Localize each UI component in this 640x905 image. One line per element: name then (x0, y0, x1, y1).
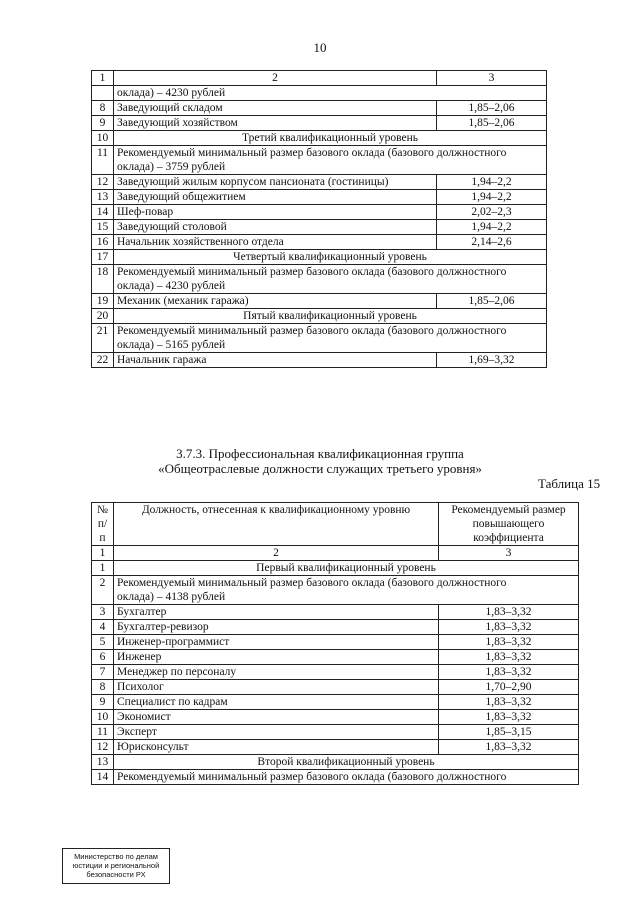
page-number: 10 (313, 40, 327, 55)
position-name: Инженер-программист (114, 635, 439, 650)
coefficient-value: 1,83–3,32 (439, 650, 579, 665)
section-heading-line: «Общеотраслевые должности служащих третьего уровня» (158, 461, 482, 476)
table-row (92, 235, 547, 250)
row-number: 9 (92, 695, 114, 710)
coefficient-value: 2,02–2,3 (437, 205, 547, 220)
row-number: 4 (92, 620, 114, 635)
recommended-salary-text (114, 265, 547, 294)
table-row (92, 665, 579, 680)
coefficient-value: 1,85–2,06 (437, 116, 547, 131)
position-name: Заведующий складом (114, 101, 437, 116)
table-row (92, 101, 547, 116)
table-row (92, 710, 579, 725)
coefficient-value: 1,94–2,2 (437, 190, 547, 205)
row-number: 21 (92, 324, 114, 353)
recommended-salary-line: оклада) – 5165 рублей (117, 339, 226, 351)
col-number: 2 (114, 71, 437, 86)
recommended-salary-line: оклада) – 4230 рублей (117, 280, 226, 292)
recommended-salary-line: оклада) – 4138 рублей (117, 591, 226, 603)
coefficient-value: 1,85–2,06 (437, 294, 547, 309)
table-row (92, 116, 547, 131)
column-number-row (92, 71, 547, 86)
recommended-salary-text: Рекомендуемый минимальный размер базового оклада (базового должностного (114, 770, 579, 785)
table-row (92, 635, 579, 650)
recommended-salary-row (92, 146, 547, 175)
recommended-salary-line: Рекомендуемый минимальный размер базового оклада (базового должностного (117, 325, 507, 337)
coefficient-value: 1,69–3,32 (437, 353, 547, 368)
qualification-level: Четвертый квалификационный уровень (114, 250, 547, 265)
qualification-level-row (92, 561, 579, 576)
table-row (92, 620, 579, 635)
row-number: 12 (92, 740, 114, 755)
table-row (92, 650, 579, 665)
table-row (92, 294, 547, 309)
coefficient-value: 1,94–2,2 (437, 220, 547, 235)
row-number: 17 (92, 250, 114, 265)
table-row (92, 205, 547, 220)
table-continued (91, 70, 547, 368)
coefficient-value: 1,83–3,32 (439, 710, 579, 725)
position-name: Заведующий общежитием (114, 190, 437, 205)
table-row (92, 190, 547, 205)
recommended-salary-row (92, 770, 579, 785)
coefficient-value: 1,83–3,32 (439, 665, 579, 680)
table-15 (91, 502, 579, 785)
coefficient-value: 1,85–2,06 (437, 101, 547, 116)
row-number: 13 (92, 190, 114, 205)
position-name: Психолог (114, 680, 439, 695)
recommended-salary-row (92, 265, 547, 294)
table-header-row (92, 503, 579, 546)
table-row (92, 220, 547, 235)
row-number: 3 (92, 605, 114, 620)
coefficient-value: 1,94–2,2 (437, 175, 547, 190)
qualification-level-row (92, 309, 547, 324)
coefficient-value: 1,83–3,32 (439, 605, 579, 620)
qualification-level: Третий квалификационный уровень (114, 131, 547, 146)
table-label: Таблица 15 (538, 476, 601, 491)
row-number: 14 (92, 205, 114, 220)
row-number: 14 (92, 770, 114, 785)
row-number: 10 (92, 710, 114, 725)
col-number: 1 (92, 546, 114, 561)
ministry-stamp (62, 848, 170, 884)
col-number: 1 (92, 71, 114, 86)
col-number: 3 (439, 546, 579, 561)
row-number: 22 (92, 353, 114, 368)
header-text: № (97, 504, 108, 516)
recommended-salary-row (92, 576, 579, 605)
qualification-level: Первый квалификационный уровень (114, 561, 579, 576)
position-name: Начальник гаража (114, 353, 437, 368)
recommended-salary-line: Рекомендуемый минимальный размер базового оклада (базового должностного (117, 266, 507, 278)
recommended-salary-row (92, 324, 547, 353)
section-heading-line: 3.7.3. Профессиональная квалификационная группа (176, 446, 464, 461)
row-number: 1 (92, 561, 114, 576)
position-name: Заведующий столовой (114, 220, 437, 235)
position-name: Экономист (114, 710, 439, 725)
recommended-salary-line: Рекомендуемый минимальный размер базового оклада (базового должностного (117, 147, 507, 159)
position-name: Инженер (114, 650, 439, 665)
table-row (92, 695, 579, 710)
table-row (92, 605, 579, 620)
col-number: 3 (437, 71, 547, 86)
header-text: повышающего (472, 518, 545, 530)
position-name: Менеджер по персоналу (114, 665, 439, 680)
row-number: 10 (92, 131, 114, 146)
table-row (92, 740, 579, 755)
coefficient-value: 1,70–2,90 (439, 680, 579, 695)
row-number: 7 (92, 665, 114, 680)
stamp-line: безопасности РХ (86, 870, 146, 879)
coefficient-value: 2,14–2,6 (437, 235, 547, 250)
position-name: Бухгалтер (114, 605, 439, 620)
position-name: Юрисконсульт (114, 740, 439, 755)
row-number: 16 (92, 235, 114, 250)
header-text: коэффициента (473, 532, 544, 544)
table-row (92, 353, 547, 368)
row-number: 8 (92, 680, 114, 695)
row-number: 20 (92, 309, 114, 324)
header-coefficient (439, 503, 579, 546)
row-number: 18 (92, 265, 114, 294)
row-number: 2 (92, 576, 114, 605)
qualification-level-row (92, 250, 547, 265)
position-name: Заведующий хозяйством (114, 116, 437, 131)
position-name: Шеф-повар (114, 205, 437, 220)
row-number: 6 (92, 650, 114, 665)
row-number: 8 (92, 101, 114, 116)
qualification-level: Пятый квалификационный уровень (114, 309, 547, 324)
row-number: 9 (92, 116, 114, 131)
stamp-line: Министерство по делам (74, 852, 158, 861)
position-name: Эксперт (114, 725, 439, 740)
header-number (92, 503, 114, 546)
row-number (92, 86, 114, 101)
row-number: 11 (92, 146, 114, 175)
coefficient-value: 1,83–3,32 (439, 620, 579, 635)
recommended-salary-line: Рекомендуемый минимальный размер базового оклада (базового должностного (117, 577, 507, 589)
row-text: оклада) – 4230 рублей (114, 86, 547, 101)
position-name: Специалист по кадрам (114, 695, 439, 710)
qualification-level-row (92, 131, 547, 146)
qualification-level: Второй квалификационный уровень (114, 755, 579, 770)
position-name: Бухгалтер-ревизор (114, 620, 439, 635)
position-name: Заведующий жилым корпусом пансионата (гостиницы) (114, 175, 437, 190)
position-name: Начальник хозяйственного отдела (114, 235, 437, 250)
table-row (92, 725, 579, 740)
col-number: 2 (114, 546, 439, 561)
coefficient-value: 1,83–3,32 (439, 635, 579, 650)
position-name: Механик (механик гаража) (114, 294, 437, 309)
table-row-continued (92, 86, 547, 101)
row-number: 5 (92, 635, 114, 650)
column-number-row (92, 546, 579, 561)
coefficient-value: 1,85–3,15 (439, 725, 579, 740)
section-heading (0, 446, 640, 476)
table-row (92, 175, 547, 190)
header-position: Должность, отнесенная к квалификационному уровню (114, 503, 439, 546)
recommended-salary-text (114, 576, 579, 605)
table-row (92, 680, 579, 695)
stamp-line: юстиции и региональной (72, 861, 160, 870)
row-number: 12 (92, 175, 114, 190)
recommended-salary-text (114, 324, 547, 353)
coefficient-value: 1,83–3,32 (439, 695, 579, 710)
recommended-salary-line: оклада) – 3759 рублей (117, 161, 226, 173)
coefficient-value: 1,83–3,32 (439, 740, 579, 755)
row-number: 19 (92, 294, 114, 309)
row-number: 13 (92, 755, 114, 770)
qualification-level-row (92, 755, 579, 770)
recommended-salary-text (114, 146, 547, 175)
row-number: 11 (92, 725, 114, 740)
header-text: п/п (97, 518, 108, 544)
header-text: Рекомендуемый размер (451, 504, 566, 516)
row-number: 15 (92, 220, 114, 235)
